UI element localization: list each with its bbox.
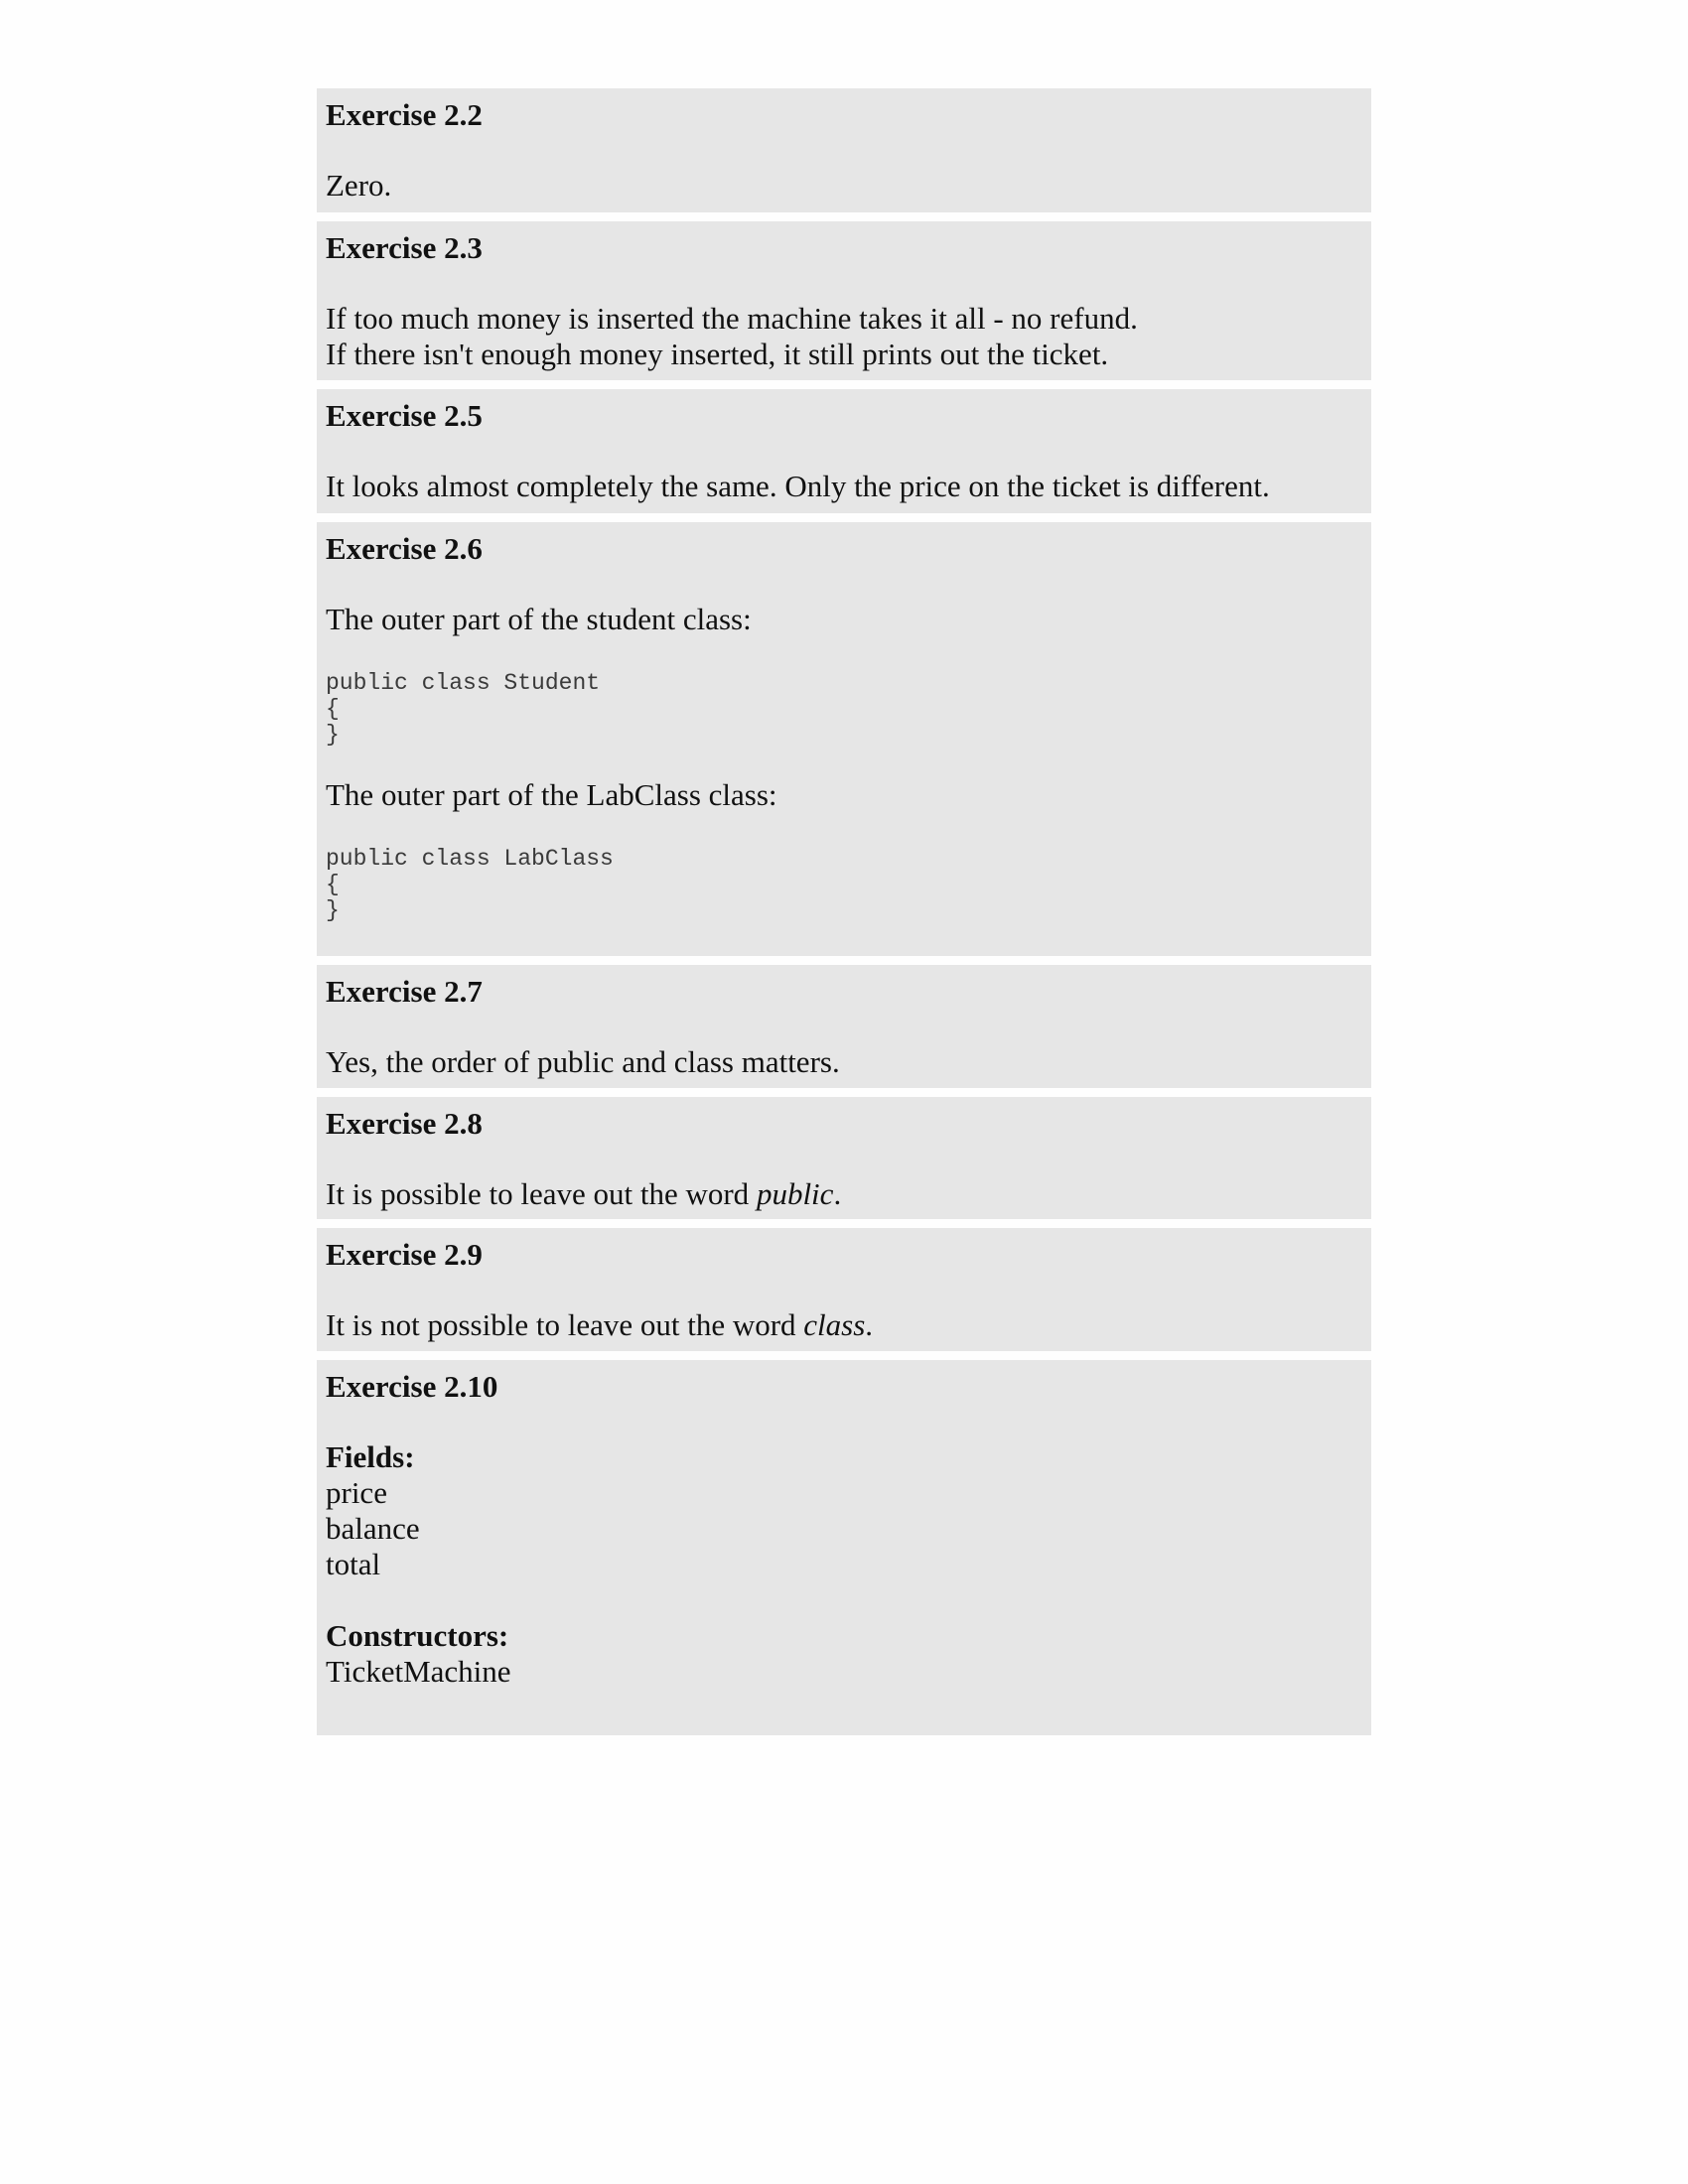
answer-text: The outer part of the LabClass class: (326, 777, 777, 812)
code-line: { (326, 696, 340, 722)
answer-text: Zero. (326, 168, 392, 203)
answer-text (326, 1176, 1371, 1212)
code-line: public class Student (326, 670, 601, 696)
answer-text: The outer part of the student class: (326, 602, 752, 636)
exercise-2-5-box (317, 389, 1371, 513)
answer-text: It looks almost completely the same. Only the price on the ticket is different. (326, 469, 1270, 503)
exercise-answers (317, 88, 1371, 1744)
code-line: } (326, 897, 340, 923)
field-item: price (326, 1475, 387, 1510)
fields-list (326, 1439, 1371, 1582)
exercise-heading: Exercise 2.2 (326, 97, 483, 132)
answer-text (326, 301, 1371, 372)
field-item: balance (326, 1511, 420, 1546)
emphasized-word: public (756, 1176, 834, 1211)
exercise-heading: Exercise 2.10 (326, 1369, 498, 1404)
code-block-student (326, 670, 1371, 748)
fields-label: Fields: (326, 1439, 415, 1474)
exercise-2-2-box (317, 88, 1371, 212)
answer-text-part: . (833, 1176, 842, 1211)
answer-text-part: It is not possible to leave out the word (326, 1307, 804, 1342)
exercise-heading: Exercise 2.6 (326, 531, 483, 566)
answer-text: Yes, the order of public and class matters. (326, 1044, 840, 1079)
code-line: } (326, 722, 340, 748)
answer-line: If too much money is inserted the machine takes it all - no refund. (326, 301, 1138, 336)
exercise-2-3-box (317, 221, 1371, 380)
answer-line: If there isn't enough money inserted, it still prints out the ticket. (326, 337, 1109, 371)
answer-text-part: . (865, 1307, 874, 1342)
field-item: total (326, 1547, 381, 1581)
code-line: { (326, 872, 340, 897)
exercise-2-9-box (317, 1228, 1371, 1351)
exercise-heading: Exercise 2.9 (326, 1237, 483, 1272)
exercise-heading: Exercise 2.3 (326, 230, 483, 265)
code-block-labclass (326, 846, 1371, 923)
constructors-list (326, 1618, 1371, 1690)
exercise-heading: Exercise 2.8 (326, 1106, 483, 1141)
exercise-2-10-box (317, 1360, 1371, 1735)
emphasized-word: class (803, 1307, 866, 1342)
code-line: public class LabClass (326, 846, 614, 872)
constructor-item: TicketMachine (326, 1654, 511, 1689)
constructors-label: Constructors: (326, 1618, 509, 1653)
exercise-2-8-box (317, 1097, 1371, 1219)
answer-text (326, 1307, 1371, 1343)
answer-text-part: It is possible to leave out the word (326, 1176, 757, 1211)
exercise-heading: Exercise 2.7 (326, 974, 483, 1009)
exercise-2-7-box (317, 965, 1371, 1088)
page-corner-mark (36, 14, 40, 38)
exercise-2-6-box (317, 522, 1371, 956)
exercise-heading: Exercise 2.5 (326, 398, 483, 433)
